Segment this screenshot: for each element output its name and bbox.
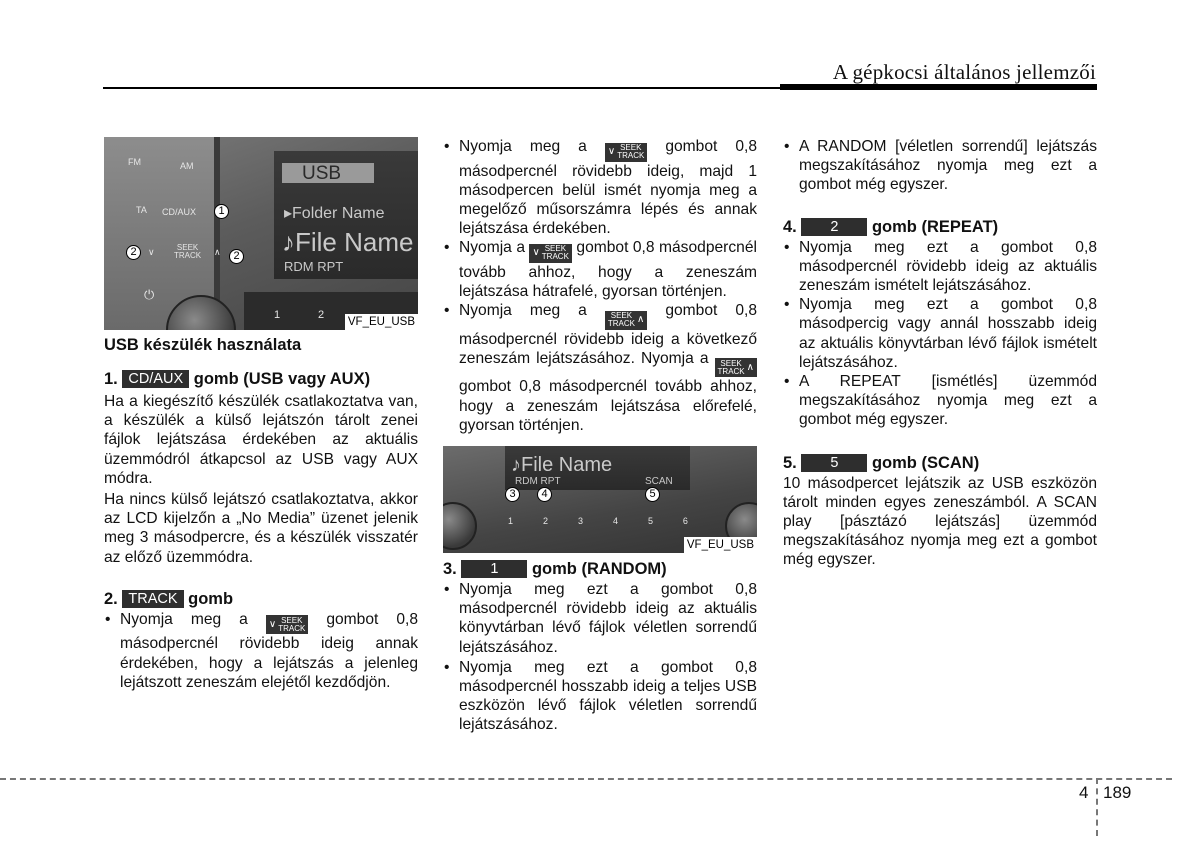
section-title-usb: USB készülék használata (104, 336, 302, 354)
callout-5: 5 (645, 487, 660, 502)
column-2 (443, 137, 757, 435)
seek-track-up-key: SEEK TRACK ∧ (605, 311, 647, 330)
heading-1-number: 1. (104, 370, 118, 388)
heading-4 (783, 217, 1097, 238)
paragraph-1-1: Ha a kiegészítő készülék csatlakoztatva van, a készülék a külső lejátszón tárolt zenei fájlok lejátszása érdekében az aktuális üzemmódról átkapcsol az USB vagy AUX módra. (104, 393, 418, 487)
column-3 (783, 137, 1097, 570)
radio-panel-photo-2 (443, 446, 757, 553)
bullet-seek-2: • Nyomja a ∨ SEEK TRACK gombot 0,8 másodpercnél tovább ahhoz, hogy a zeneszám lejátszása hátrafelé, gyorsan történjen. (443, 238, 757, 301)
seek-down-arrow: ∨ (148, 247, 155, 257)
callout-4: 4 (537, 487, 552, 502)
heading-2 (104, 589, 418, 610)
left-knob (443, 502, 477, 550)
heading-1 (104, 369, 418, 390)
heading-3 (443, 559, 757, 580)
radio-panel-photo-1 (104, 137, 418, 330)
key-2-badge: 2 (801, 218, 867, 236)
lcd-display (274, 151, 418, 279)
bullet-seek-3: • Nyomja meg a SEEK TRACK ∧ gombot 0,8 másodpercnél rövidebb ideig a következő zeneszám lejátszásához. Nyomja a SEEK TRACK ∧ gombot 0,8 másodpercnél tovább ahhoz, hogy a zeneszám lejátszása előrefelé, gyorsan történjen. (443, 301, 757, 435)
bullet-random-cancel: • A RANDOM [véletlen sorrendű] lejátszás megszakításához nyomja meg ezt a gombot még egyszer. (783, 137, 1097, 195)
page-header-title: A gépkocsi általános jellemzői (832, 60, 1096, 84)
bullet-2-1: • Nyomja meg a ∨ SEEK TRACK gombot 0,8 másodpercnél rövidebb ideig annak érdekében, hogy a lejátszás a jelenleg lejátszott zeneszám elejétől kezdődjön. (104, 610, 418, 692)
bullet-3-2: • Nyomja meg ezt a gombot 0,8 másodpercnél hosszabb ideig a teljes USB eszközön lévő fájlok véletlen sorrendű lejátszásához. (443, 658, 757, 735)
seek-track-down-key: ∨ SEEK TRACK (529, 244, 571, 263)
key-2: 2 (542, 516, 548, 526)
callout-2a: 2 (126, 245, 141, 260)
footer-dashed-rule (0, 778, 1172, 780)
heading-3-title: gomb (RANDOM) (531, 560, 667, 578)
paragraph-5: 10 másodpercet lejátszik az USB eszközön tárolt minden egyes zeneszámból. A SCAN play [pásztázó lejátszás] üzemmód megszakításához nyomja meg ezt a gombot még egyszer. (783, 474, 1097, 569)
lcd-folder-name: ▸Folder Name (284, 205, 385, 222)
key-2-label: 2 (318, 309, 325, 321)
heading-5 (783, 453, 1097, 474)
lcd-display-2 (505, 446, 690, 490)
lcd-file-name: ♪File Name (282, 227, 414, 257)
seek-track-down-key: ∨ SEEK TRACK (605, 143, 647, 162)
heading-4-number: 4. (783, 217, 797, 236)
cdaux-button-label: CD/AUX (162, 207, 197, 217)
heading-5-number: 5. (783, 453, 797, 472)
callout-2b: 2 (229, 249, 244, 264)
bullet-4-1: • Nyomja meg ezt a gombot 0,8 másodpercnél rövidebb ideig az aktuális zeneszám ismételt lejátszásához. (783, 238, 1097, 296)
bullet-seek-1: • Nyomja meg a ∨ SEEK TRACK gombot 0,8 másodpercnél rövidebb ideig, majd 1 másodpercen belül ismét nyomja meg a megelőző műsorszámra lépés és annak lejátszása érdekében. (443, 137, 757, 238)
key-4: 4 (612, 516, 618, 526)
key-1-badge: 1 (461, 560, 527, 578)
heading-3-number: 3. (443, 560, 457, 578)
am-button-label: AM (180, 161, 194, 171)
cdaux-key: CD/AUX (122, 370, 189, 388)
lcd-file-name-2: ♪File Name (511, 454, 613, 476)
header-rule-thick (780, 84, 1097, 90)
key-1-label: 1 (274, 309, 281, 321)
callout-3: 3 (505, 487, 520, 502)
heading-2-number: 2. (104, 589, 118, 608)
heading-5-title: gomb (SCAN) (871, 453, 980, 472)
seek-up-arrow: ∧ (214, 247, 221, 257)
page-number: 189 (1103, 783, 1132, 802)
lcd-scan-2: SCAN (645, 476, 673, 487)
heading-1-title: gomb (USB vagy AUX) (193, 370, 371, 388)
bullet-4-3: • A REPEAT [ismétlés] üzemmód megszakításához nyomja meg ezt a gombot még egyszer. (783, 372, 1097, 430)
ta-button-label: TA (136, 205, 147, 215)
footer-dashed-divider (1096, 778, 1098, 836)
key-6: 6 (682, 516, 688, 526)
chapter-number: 4 (1079, 783, 1089, 802)
lcd-status: RDM RPT (284, 259, 344, 274)
lcd-status-2: RDM RPT (515, 476, 561, 487)
seek-track-up-key: SEEK TRACK ∧ (715, 358, 757, 377)
key-1: 1 (508, 516, 514, 526)
power-icon: ⏻ (144, 287, 155, 302)
paragraph-1-2: Ha nincs külső lejátszó csatlakoztatva, akkor az LCD kijelzőn a „No Media” üzenet jelenik meg 3 másodpercre, és a készülék visszatér az előző üzemmódra. (104, 491, 418, 566)
fm-button-label: FM (128, 157, 141, 167)
column-1 (104, 335, 418, 692)
seek-track-down-key: ∨ SEEK TRACK (266, 615, 308, 634)
seek-track-label: SEEK TRACK (174, 243, 202, 260)
track-key: TRACK (122, 590, 183, 608)
key-3: 3 (577, 516, 583, 526)
heading-4-title: gomb (REPEAT) (871, 217, 999, 236)
lcd-usb-label: USB (302, 163, 342, 184)
key-5: 5 (647, 516, 653, 526)
photo-caption-1: VF_EU_USB (345, 314, 418, 330)
key-5-badge: 5 (801, 454, 867, 472)
bullet-4-2: • Nyomja meg ezt a gombot 0,8 másodpercig vagy annál hosszabb ideig az aktuális könyvtárban lévő fájlok ismételt lejátszásához. (783, 295, 1097, 372)
callout-1: 1 (214, 204, 229, 219)
photo-caption-2: VF_EU_USB (684, 537, 757, 553)
bullet-3-1: • Nyomja meg ezt a gombot 0,8 másodpercnél rövidebb ideig az aktuális könyvtárban lévő fájlok véletlen sorrendű lejátszásához. (443, 580, 757, 657)
heading-2-title: gomb (188, 589, 234, 608)
column-2-lower (443, 559, 757, 735)
number-keys (498, 508, 698, 534)
